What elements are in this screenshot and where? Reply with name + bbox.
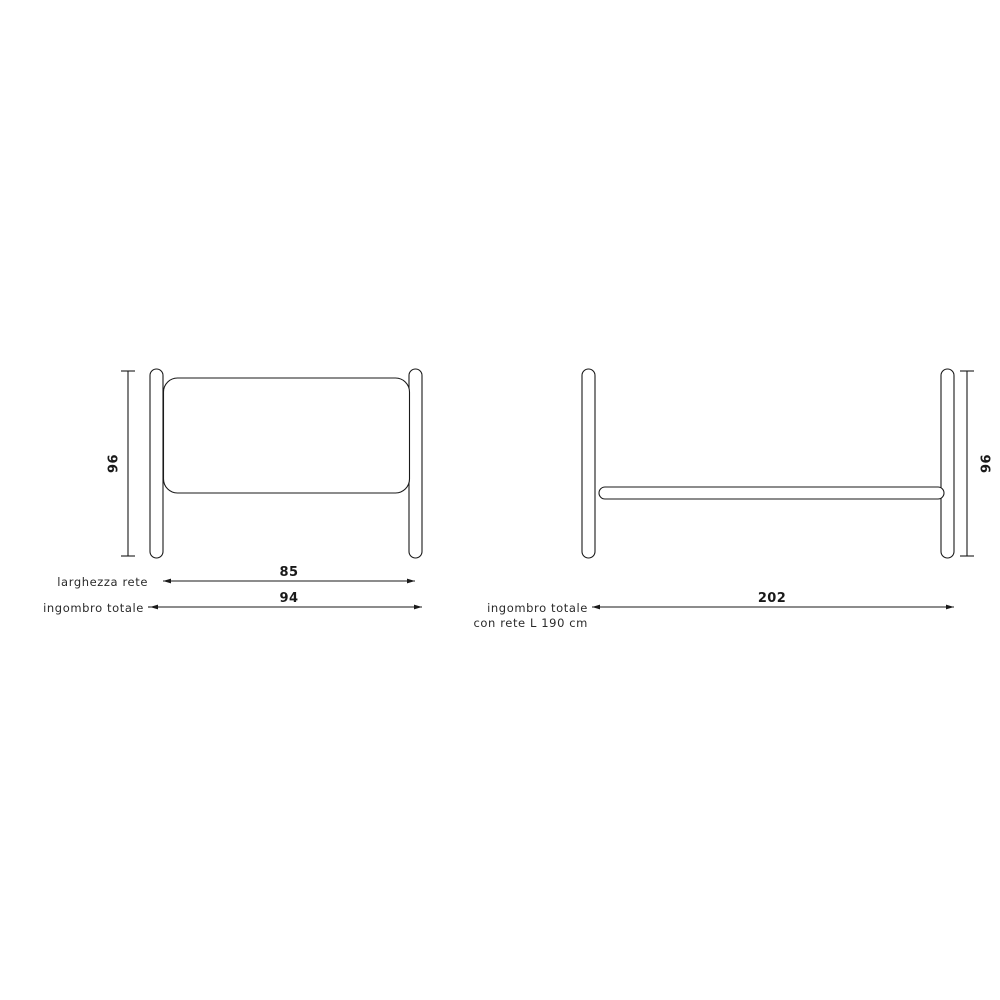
side-view-foot-post	[941, 369, 954, 558]
side-view-head-post	[582, 369, 595, 558]
front-view-net-width-label: 85	[279, 565, 299, 580]
side-view-caption-line-1: ingombro totale	[487, 601, 588, 615]
front-view-height-dimension	[121, 371, 135, 556]
front-view-total-width-caption: ingombro totale	[43, 601, 144, 615]
front-view-left-leg	[150, 369, 163, 558]
side-view-side-rail	[599, 487, 944, 499]
front-view-net-width-caption: larghezza rete	[57, 575, 148, 589]
side-view-total-length-label: 202	[757, 591, 787, 606]
front-view-headboard-panel	[164, 378, 410, 493]
front-view-height-label: 96	[106, 454, 122, 473]
side-view-total-length-caption	[440, 601, 588, 631]
side-view-group	[582, 369, 954, 558]
side-view-caption-line-2: con rete L 190 cm	[473, 616, 588, 630]
side-view-height-label: 96	[979, 454, 995, 473]
front-view-total-width-label: 94	[279, 591, 299, 606]
front-view-right-leg	[409, 369, 422, 558]
front-view-group	[150, 369, 422, 558]
side-view-height-dimension	[960, 371, 974, 556]
